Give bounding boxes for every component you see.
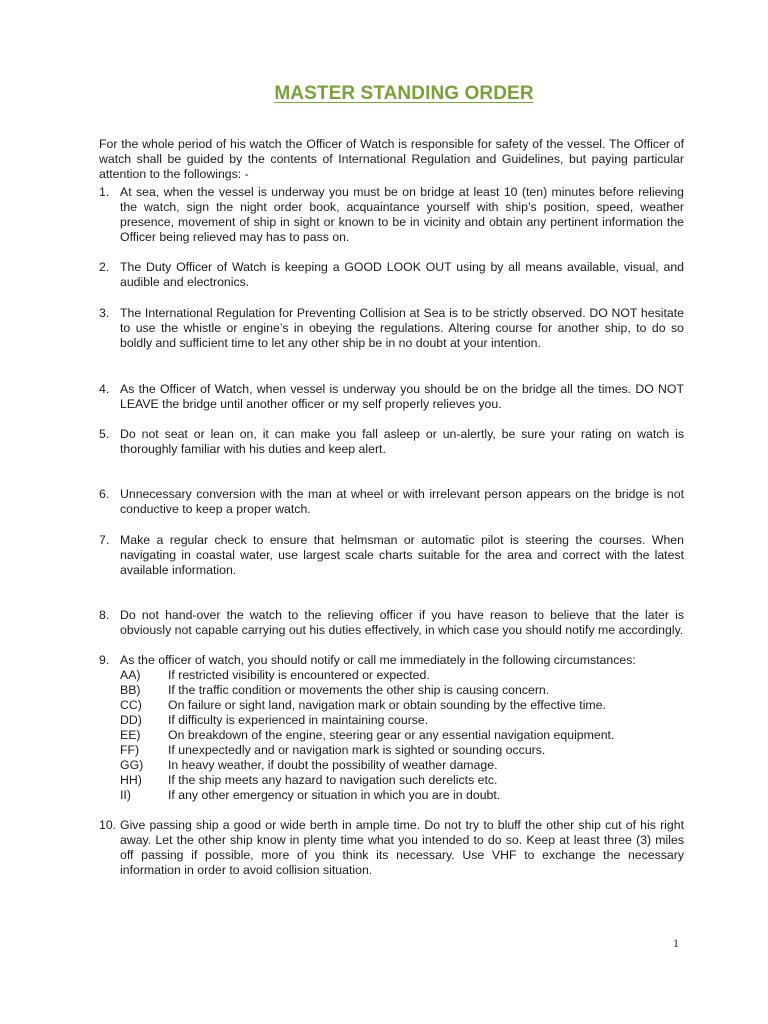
item-number: 10. — [99, 818, 117, 832]
circumstance-item — [120, 758, 684, 773]
item-text: At sea, when the vessel is underway you must be on bridge at least 10 (ten) minutes before relieving the watch, sign the night order book, acquaintance yourself with ship’s position, speed, weather presence, movement of ship in sight or known to be in vicinity and obtain any pertinent information the Officer being relieved may has to pass on. — [120, 185, 684, 244]
circumstance-code: GG) — [120, 758, 144, 772]
circumstance-code: EE) — [120, 728, 141, 742]
circumstance-item — [120, 773, 684, 788]
order-item-7 — [99, 533, 684, 578]
item-number: 3. — [99, 306, 110, 320]
circumstance-code: HH) — [120, 773, 142, 787]
circumstance-text: If unexpectedly and or navigation mark is sighted or sounding occurs. — [168, 743, 546, 757]
item-number: 6. — [99, 487, 110, 501]
item-text: The Duty Officer of Watch is keeping a GOOD LOOK OUT using by all means available, visual, and audible and electronics. — [120, 260, 684, 289]
item-number: 4. — [99, 382, 110, 396]
order-item-1 — [99, 185, 684, 245]
circumstance-text: If restricted visibility is encountered or expected. — [168, 668, 430, 682]
item-number: 7. — [99, 533, 110, 547]
circumstance-text: In heavy weather, if doubt the possibility of weather damage. — [168, 758, 498, 772]
order-item-6 — [99, 487, 684, 517]
order-item-8 — [99, 608, 684, 638]
order-item-2 — [99, 260, 684, 290]
order-item-9 — [99, 653, 684, 803]
circumstance-text: If any other emergency or situation in which you are in doubt. — [168, 788, 501, 802]
item-number: 9. — [99, 653, 110, 667]
order-item-4 — [99, 382, 684, 412]
item-text: Unnecessary conversion with the man at wheel or with irrelevant person appears on the bridge is not conductive to keep a proper watch. — [120, 487, 684, 516]
circumstance-text: If difficulty is experienced in maintaining course. — [168, 713, 429, 727]
order-item-3 — [99, 306, 684, 351]
item-number: 5. — [99, 427, 110, 441]
document-title: MASTER STANDING ORDER — [274, 83, 534, 104]
intro-paragraph: For the whole period of his watch the Officer of Watch is responsible for safety of the vessel. The Officer of watch shall be guided by the contents of International Regulation and Guidelines, but paying particular attention to the followings: - — [99, 137, 684, 181]
circumstance-code: CC) — [120, 698, 142, 712]
circumstance-code: II) — [120, 788, 131, 802]
circumstance-text: If the ship meets any hazard to navigation such derelicts etc. — [168, 773, 498, 787]
item-text: As the Officer of Watch, when vessel is underway you should be on the bridge all the times. DO NOT LEAVE the bridge until another officer or my self properly relieves you. — [120, 382, 684, 411]
circumstance-item — [120, 788, 684, 803]
circumstance-code: DD) — [120, 713, 142, 727]
item-text: The International Regulation for Preventing Collision at Sea is to be strictly observed. DO NOT hesitate to use the whistle or engine’s in obeying the regulations. Altering course for another ship, to do so boldly and sufficient time to let any other ship be in no doubt at your intention. — [120, 306, 684, 350]
circumstance-item — [120, 713, 684, 728]
item-text: As the officer of watch, you should notify or call me immediately in the following circumstances: — [120, 653, 636, 667]
circumstance-text: On breakdown of the engine, steering gear or any essential navigation equipment. — [168, 728, 615, 742]
item-text: Do not seat or lean on, it can make you fall asleep or un-alertly, be sure your rating on watch is thoroughly familiar with his duties and keep alert. — [120, 427, 684, 456]
item-text: Give passing ship a good or wide berth in ample time. Do not try to bluff the other ship cut of his right away. Let the other ship know in plenty time what you intended to do so. Keep at least three (3) miles off passing if possible, more of you think its necessary. Use VHF to exchange the necessary information in order to avoid collision situation. — [120, 818, 684, 877]
circumstance-code: AA) — [120, 668, 141, 682]
circumstance-item — [120, 668, 684, 683]
item-text: Do not hand-over the watch to the relieving officer if you have reason to believe that the later is obviously not capable carrying out his duties effectively, in which case you should notify me accordingly. — [120, 608, 684, 637]
item-text: Make a regular check to ensure that helmsman or automatic pilot is steering the courses. When navigating in coastal water, use largest scale charts suitable for the area and correct with the latest available information. — [120, 533, 684, 577]
page-number: 1 — [673, 936, 679, 950]
item-number: 1. — [99, 185, 110, 199]
circumstance-code: BB) — [120, 683, 141, 697]
circumstances-list — [120, 668, 684, 803]
circumstance-text: On failure or sight land, navigation mark or obtain sounding by the effective time. — [168, 698, 606, 712]
document-body — [99, 137, 684, 878]
circumstance-text: If the traffic condition or movements the other ship is causing concern. — [168, 683, 550, 697]
circumstance-item — [120, 728, 684, 743]
circumstance-code: FF) — [120, 743, 140, 757]
item-number: 2. — [99, 260, 110, 274]
item-number: 8. — [99, 608, 110, 622]
circumstance-item — [120, 743, 684, 758]
order-item-5 — [99, 427, 684, 457]
circumstance-item — [120, 698, 684, 713]
circumstance-item — [120, 683, 684, 698]
order-item-10 — [99, 818, 684, 878]
